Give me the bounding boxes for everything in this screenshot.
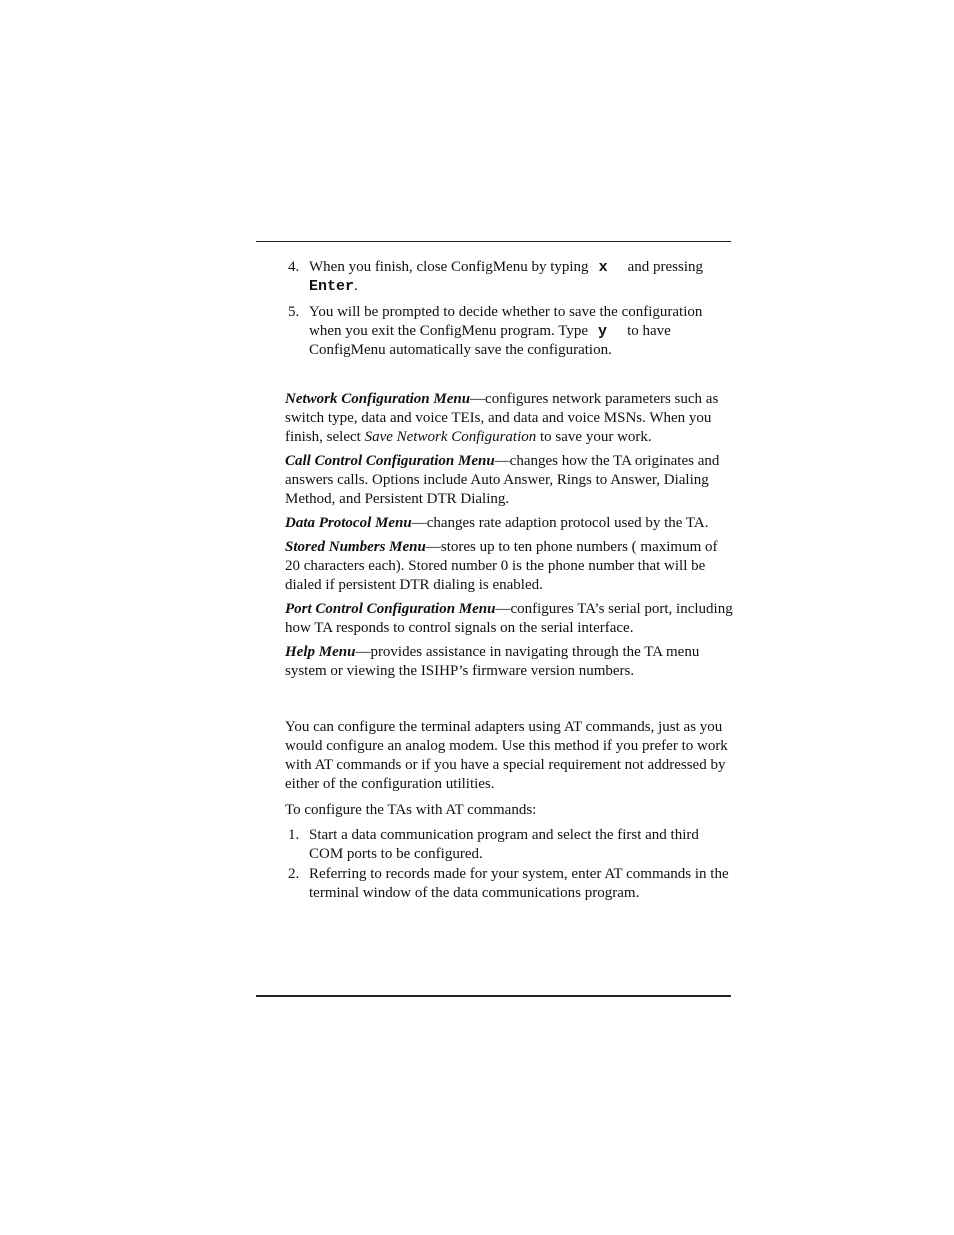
key-y: y <box>598 323 608 340</box>
menu-text: —configures network parameters such as switch type, data and voice TEIs, and data and voice MSNs. When you finish, select <box>285 391 719 445</box>
step-text-before: You will be prompted to decide whether to save the configuration when you exit the ConfigMenu program. Type <box>309 304 703 339</box>
step-text-before: When you finish, close ConfigMenu by typing <box>309 259 589 275</box>
step-4 <box>285 258 735 296</box>
step-number: 4. <box>288 259 300 275</box>
key-x: x <box>598 259 608 276</box>
menu-title: Call Control Configuration Menu <box>285 453 495 469</box>
step-number: 5. <box>288 304 300 320</box>
step-text <box>309 303 735 360</box>
at-lead-paragraph: To configure the TAs with AT commands: <box>285 802 537 818</box>
menu-port-control-configuration <box>285 600 735 638</box>
step-5 <box>285 303 735 360</box>
step-text: Referring to records made for your system, enter AT commands in the terminal window of the data communications program. <box>309 866 729 901</box>
key-enter: Enter <box>309 278 355 295</box>
menu-call-control-configuration <box>285 452 735 509</box>
menu-text: —configures TA’s serial port, including how TA responds to control signals on the serial interface. <box>285 601 733 636</box>
menu-title: Network Configuration Menu <box>285 391 471 407</box>
menu-text-italic: Save Network Configuration <box>364 429 537 445</box>
menu-title: Help Menu <box>285 644 356 660</box>
menu-stored-numbers <box>285 538 735 595</box>
top-rule <box>256 241 731 242</box>
menu-text: —changes how the TA originates and answers calls. Options include Auto Answer, Rings to Answer, Dialing Method, and Persistent DTR Dialing. <box>285 453 720 507</box>
step-text: Start a data communication program and select the first and third COM ports to be configured. <box>309 827 699 862</box>
at-intro-paragraph: You can configure the terminal adapters using AT commands, just as you would configure an analog modem. Use this method if you prefer to work with AT commands or if you have a special requirement not addressed by either of the configuration utilities. <box>285 719 728 792</box>
menu-text: —provides assistance in navigating through the TA menu system or viewing the ISIHP’s firmware version numbers. <box>285 644 700 679</box>
menu-title: Stored Numbers Menu <box>285 539 426 555</box>
step-text-after: to have ConfigMenu automatically save the configuration. <box>309 323 671 358</box>
step-text-after: . <box>354 278 358 294</box>
at-step-1 <box>285 826 735 864</box>
menu-text: —stores up to ten phone numbers ( maximum of 20 characters each). Stored number 0 is the phone number that will be dialed if persistent DTR dialing is enabled. <box>285 539 718 593</box>
step-text <box>309 258 735 296</box>
menu-data-protocol <box>285 514 735 533</box>
menu-title: Data Protocol Menu <box>285 515 412 531</box>
step-text-middle: and pressing <box>627 259 703 275</box>
step-number: 2. <box>288 866 300 882</box>
bottom-rule <box>256 995 731 997</box>
step-number: 1. <box>288 827 300 843</box>
menu-help <box>285 643 735 681</box>
menu-network-configuration <box>285 390 735 447</box>
menu-text: —changes rate adaption protocol used by the TA. <box>411 515 709 531</box>
menu-text-after: to save your work. <box>536 429 652 445</box>
menu-title: Port Control Configuration Menu <box>285 601 496 617</box>
at-step-2 <box>285 865 735 903</box>
